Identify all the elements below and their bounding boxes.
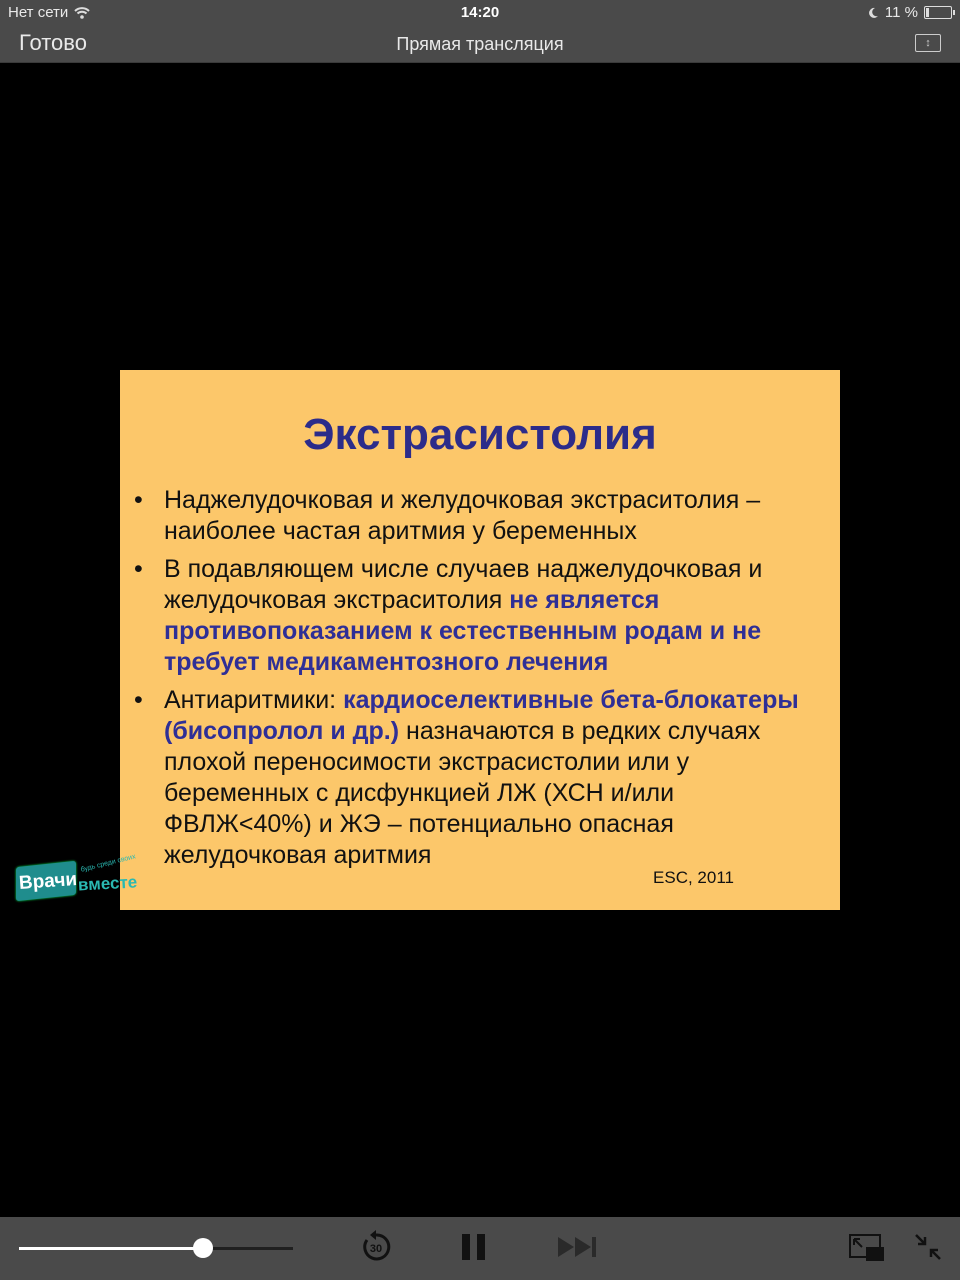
slide-title: Экстрасистолия (303, 410, 657, 459)
logo-word-2: вместе (77, 872, 138, 895)
progress-fill (19, 1247, 203, 1250)
video-slide (120, 370, 840, 910)
skip-back-icon[interactable] (358, 1229, 394, 1265)
bullet-2 (134, 554, 824, 678)
top-bar (0, 0, 960, 63)
carrier-label: Нет сети (8, 4, 69, 21)
bullet-dot: • (134, 686, 143, 714)
nav-title: Прямая трансляция (396, 34, 564, 54)
skip-forward-icon[interactable] (556, 1235, 600, 1259)
logo-word-1: Врачи (18, 868, 78, 895)
bullet-dot: • (134, 555, 143, 583)
moon-icon (867, 7, 879, 19)
slide-bullets (134, 485, 824, 878)
aspect-ratio-icon[interactable]: ↕ (915, 34, 941, 52)
battery-level (926, 8, 929, 17)
player-controls (0, 1217, 960, 1280)
exit-fullscreen-icon[interactable] (914, 1233, 942, 1261)
done-button[interactable]: Готово (19, 30, 87, 55)
bullet-1 (134, 485, 824, 547)
bullet-2-highlight: не является противопоказанием к естественным родам и не требует медикаментозного лечения (164, 586, 762, 676)
channel-logo (14, 853, 154, 912)
bullet-1-text: Наджелудочковая и желудочковая экстраситолия – наиболее частая аритмия у беременных (164, 486, 761, 545)
skip-back-seconds: 30 (369, 1243, 383, 1255)
bullet-3-plain-2: назначаются в редких случаях плохой переносимости экстрасистолии или у беременных с дисфункцией ЛЖ (ХСН и/или ФВЛЖ<40%) и ЖЭ – потенциально опасная желудочковая аритмия (164, 717, 761, 869)
status-right (867, 4, 952, 21)
status-time: 14:20 (460, 4, 500, 21)
bullet-2-text (164, 554, 824, 678)
progress-thumb[interactable] (193, 1238, 213, 1258)
bullet-dot: • (134, 486, 143, 514)
logo-tagline: будь среди своих (79, 853, 137, 874)
battery-percent: 11 % (884, 4, 918, 21)
slide-source: ESC, 2011 (653, 868, 734, 887)
progress-slider[interactable] (19, 1247, 293, 1250)
picture-in-picture-icon[interactable] (848, 1233, 886, 1263)
pause-icon[interactable] (459, 1231, 489, 1263)
bullet-3-plain-1: Антиаритмики: (164, 686, 344, 714)
bullet-3-text (164, 685, 824, 871)
bullet-3-highlight: кардиоселективные бета-блокатеры (бисопролол и др.) (164, 686, 799, 745)
bullet-2-plain: В подавляющем числе случаев наджелудочковая и желудочковая экстраситолия (164, 555, 763, 614)
battery-icon (924, 6, 952, 19)
bullet-3 (134, 685, 824, 871)
